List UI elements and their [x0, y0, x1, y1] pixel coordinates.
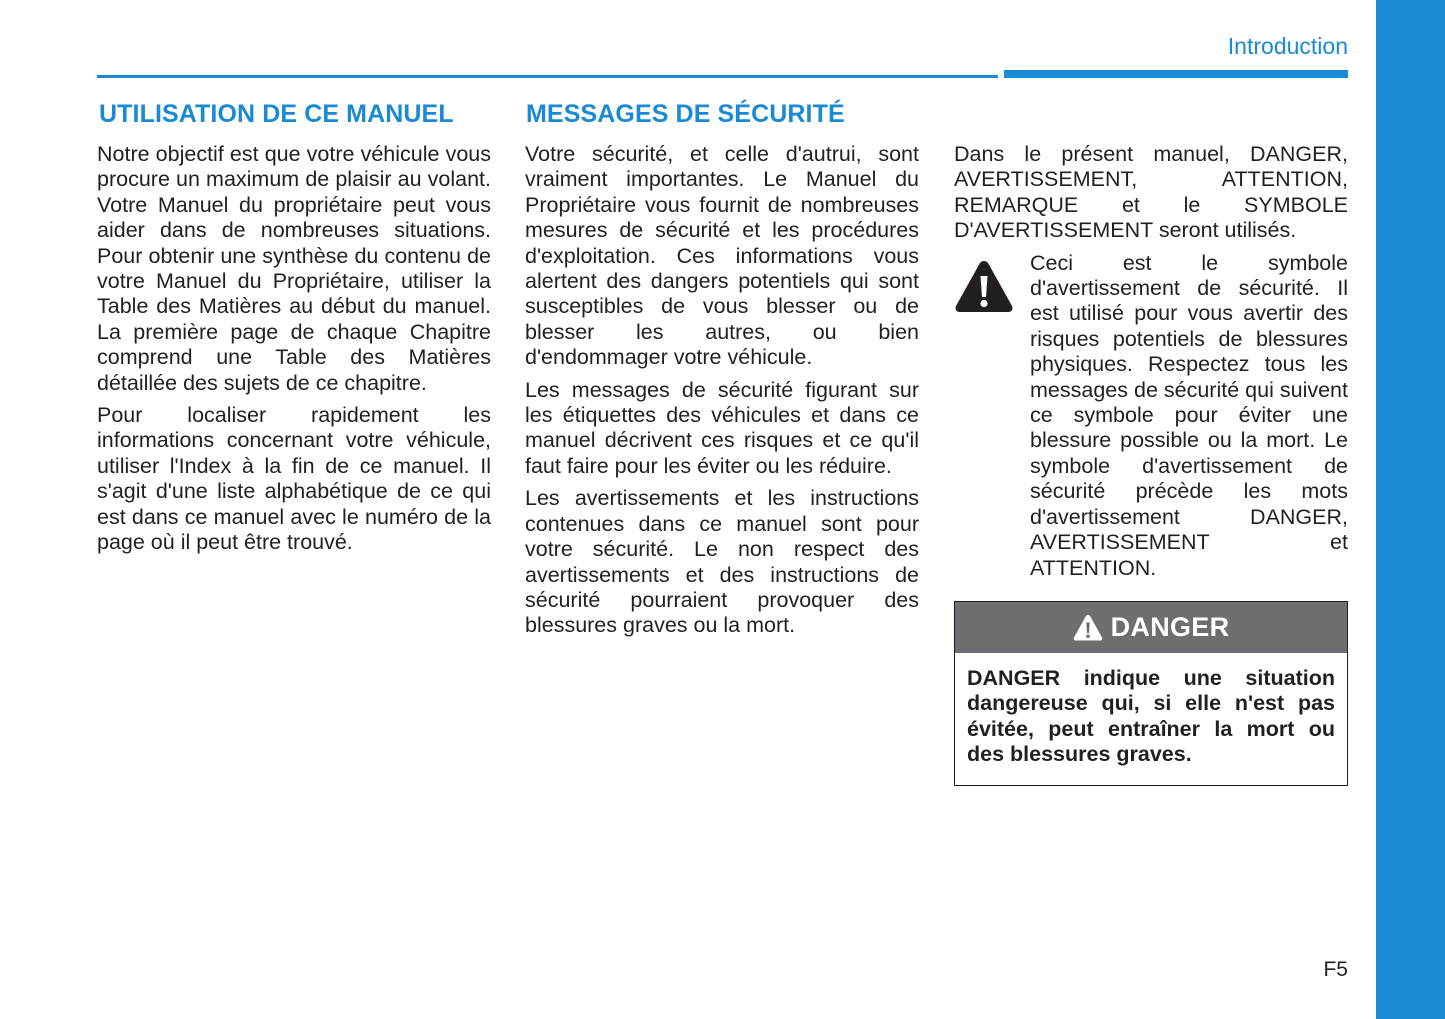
safety-symbol-description: Ceci est le symbole d'avertissement de sécurité. Il est utilisé pour vous avertir des risques potentiels de blessures physiques. Respectez tous les messages de sécurité qui suivent ce symbole pour éviter une blessure possible ou la mort. Le symbole d'avertissement de sécurité précède les mots d'avertissement DANGER, AVERTISSEMENT et ATTENTION. — [1030, 250, 1348, 580]
section-title: Introduction — [1227, 33, 1348, 59]
paragraph: Pour localiser rapidement les informations concernant votre véhicule, utiliser l'Index à la fin de ce manuel. Il s'agit d'une liste alphabétique de ce qui est dans ce manuel avec le numéro de la page où il peut être trouvé. — [97, 403, 491, 555]
paragraph: Notre objectif est que votre véhicule vous procure un maximum de plaisir au volant. Votre Manuel du propriétaire peut vous aider dans de nombreuses situations. Pour obtenir une synthèse du contenu de votre Manuel du Propriétaire, utiliser la Table des Matières au début du manuel. La première page de chaque Chapitre comprend une Table des Matières détaillée des sujets de ce chapitre. — [97, 142, 491, 395]
paragraph-intro: Dans le présent manuel, DANGER, AVERTISSEMENT, ATTENTION, REMARQUE et le SYMBOLE D'AVERTISSEMENT seront utilisés. — [954, 142, 1348, 243]
paragraph: Les messages de sécurité figurant sur les étiquettes des véhicules et dans ce manuel décrivent ces risques et ce qu'il faut faire pour les éviter ou les réduire. — [525, 377, 919, 478]
paragraph: Les avertissements et les instructions contenues dans ce manuel sont pour votre sécurité. Le non respect des avertissements et des instructions de sécurité pourraient provoquer des blessures graves ou la mort. — [525, 486, 919, 638]
safety-symbol-block — [954, 251, 1348, 581]
danger-notice-box — [954, 601, 1348, 786]
warning-triangle-icon — [1073, 614, 1103, 641]
danger-label: DANGER — [1110, 612, 1230, 642]
column-messages — [525, 142, 919, 646]
danger-text: DANGER indique une situation dangereuse qui, si elle n'est pas évitée, peut entraîner la mort ou des blessures graves. — [967, 666, 1335, 767]
danger-header — [955, 602, 1347, 653]
header-rule — [97, 75, 998, 78]
heading-messages-securite: MESSAGES DE SÉCURITÉ — [526, 100, 845, 128]
column-symbols — [954, 142, 1348, 581]
header-rule-accent — [1004, 70, 1348, 78]
page-number: F5 — [1323, 958, 1348, 981]
chapter-side-tab — [1376, 0, 1445, 1019]
heading-utilisation-manuel: UTILISATION DE CE MANUEL — [99, 100, 454, 128]
paragraph: Votre sécurité, et celle d'autrui, sont vraiment importantes. Le Manuel du Propriétaire vous fournit de nombreuses mesures de sécurité et les procédures d'exploitation. Ces informations vous alertent des dangers potentiels qui sont susceptibles de vous blesser ou de blesser les autres, ou bien d'endommager votre véhicule. — [525, 142, 919, 370]
column-utilisation — [97, 142, 491, 563]
warning-triangle-icon — [954, 259, 1014, 313]
